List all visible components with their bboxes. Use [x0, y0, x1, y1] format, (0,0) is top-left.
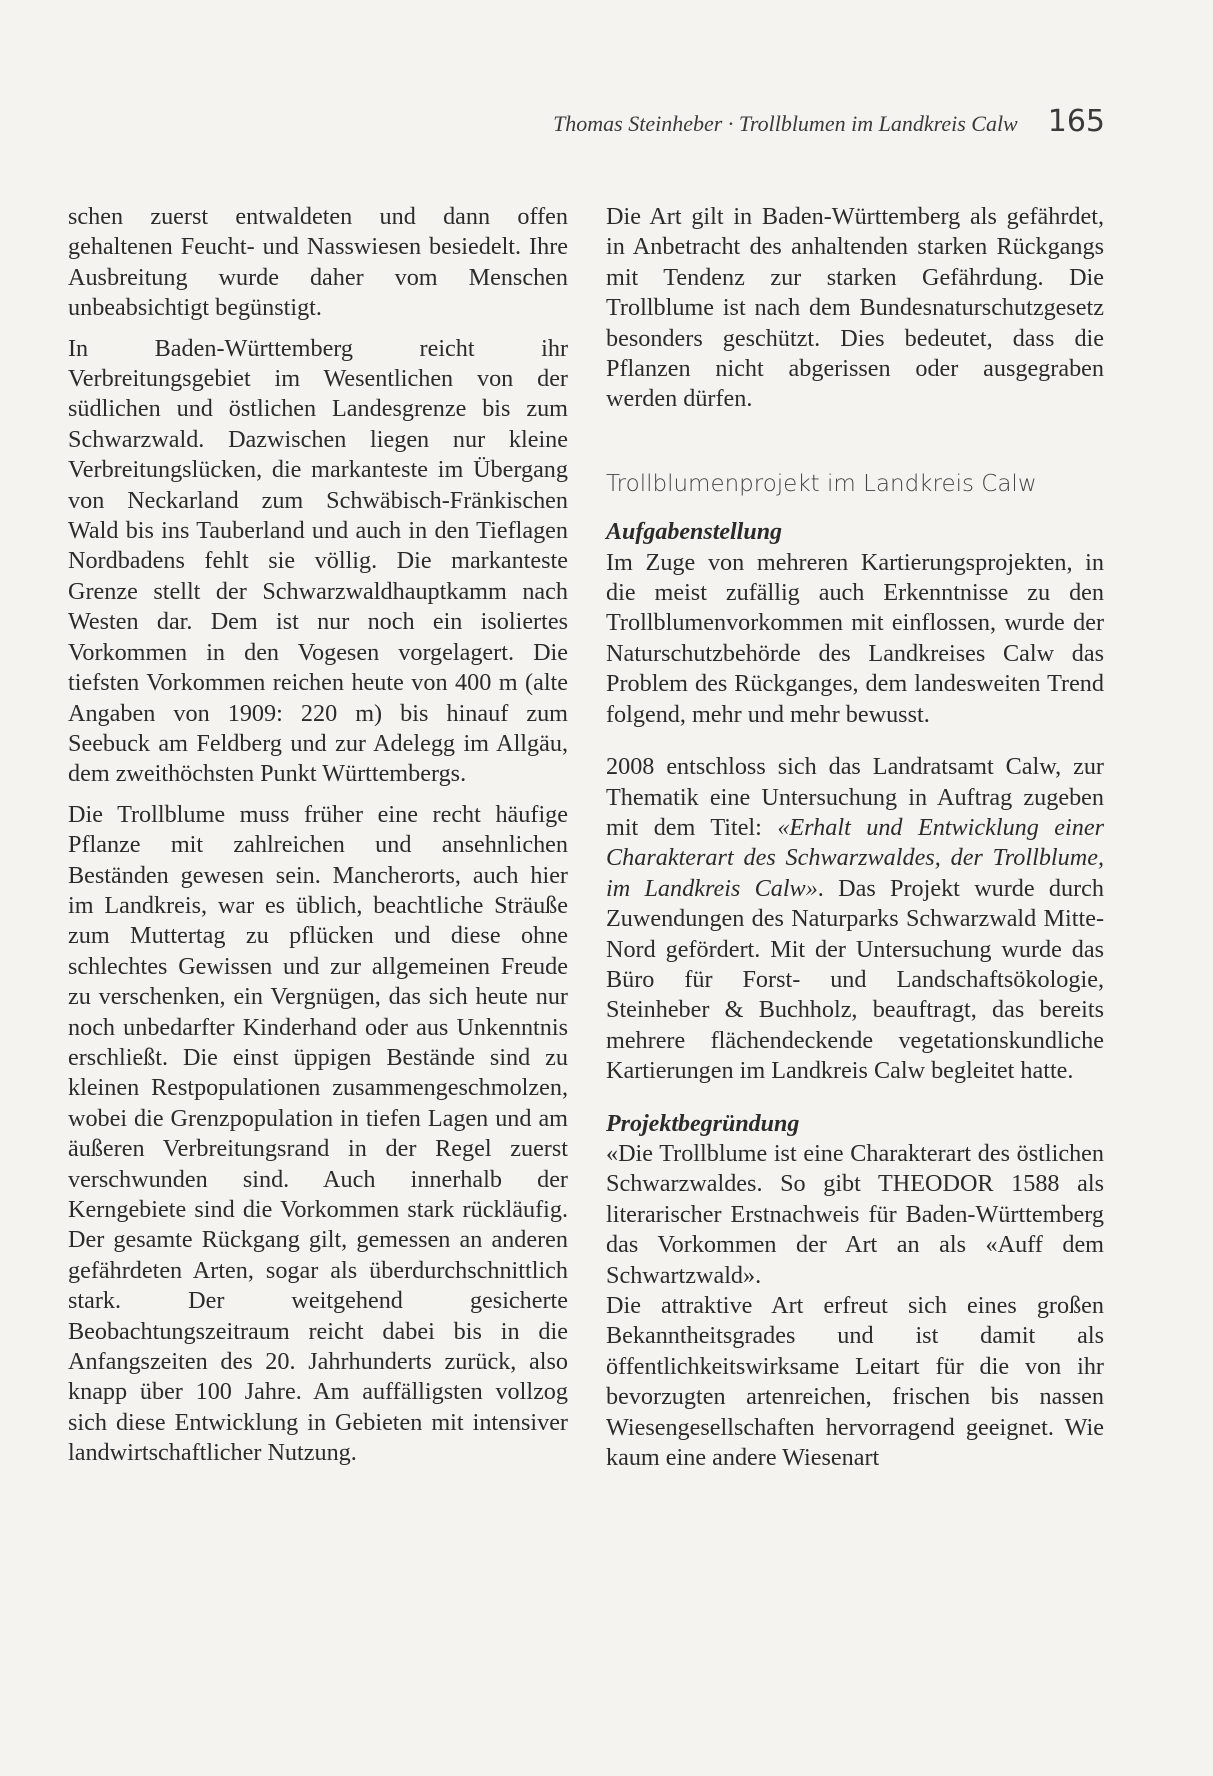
- project-title: «Erhalt und Entwicklung einer Charakterart des Schwarzwaldes, der Trollblume, im Landkreis Calw»: [606, 813, 1104, 902]
- paragraph: Die Trollblume muss früher eine recht häufige Pflanze mit zahlreichen und ansehnlichen Beständen gewesen sein. Mancherorts, auch hier im Landkreis, war es üblich, beachtliche Sträuße zum Muttertag zu pflücken und diese ohne schlechtes Gewissen und zur allgemeinen Freude zu verschenken, ein Vergnügen, das sich heute nur noch unbedarfter Kinderhand oder aus Unkenntnis erschließt. Die einst üppigen Bestände sind zu kleinen Restpopulationen zusammengeschmolzen, wobei die Grenzpopulation in tiefen Lagen und am äußeren Verbreitungsrand in der Regel zuerst verschwunden sind. Auch innerhalb der Kerngebiete sind die Vorkommen stark rückläufig. Der gesamte Rückgang gilt, gemessen an anderen gefährdeten Arten, sogar als überdurchschnittlich stark. Der weitgehend gesicherte Beobachtungszeitraum reicht dabei bis in die Anfangszeiten des 20. Jahrhunderts zurück, also knapp über 100 Jahre. Am auffälligsten vollzog sich diese Entwicklung in Gebieten mit intensiver landwirtschaftlicher Nutzung.: [68, 800, 568, 1467]
- running-title: Thomas Steinheber · Trollblumen im Landkreis Calw: [553, 111, 1018, 136]
- subheading-projektbegruendung: Projektbegründung: [606, 1110, 800, 1137]
- left-column: [68, 202, 568, 1469]
- section-heading: Trollblumenprojekt im Landkreis Calw: [606, 470, 1037, 497]
- subheading-aufgabenstellung: Aufgabenstellung: [606, 519, 783, 546]
- right-column: [606, 202, 1104, 1473]
- paragraph-text: 2008 entschloss sich das Landratsamt Calw, zur Thematik eine Untersuchung in Auftrag zugeben mit dem Titel:: [606, 753, 1104, 841]
- paragraph: Die attraktive Art erfreut sich eines großen Bekanntheitsgrades und ist damit als öffentlichkeitswirksame Leitart für die von ihr bevorzugten artenreichen, frischen bis nassen Wiesengesellschaften hervorragend geeignet. Wie kaum eine andere Wiesenart: [606, 1292, 1104, 1472]
- running-head: [553, 104, 1105, 139]
- paragraph: Die Art gilt in Baden-Württemberg als gefährdet, in Anbetracht des anhaltenden starken Rückgangs mit Tendenz zur starken Gefährdung. Die Trollblume ist nach dem Bundesnaturschutzgesetz besonders geschützt. Dies bedeutet, dass die Pflanzen nicht abgerissen oder ausgegraben werden dürfen.: [606, 203, 1104, 413]
- paragraph: [606, 752, 1104, 1086]
- paragraph: schen zuerst entwaldeten und dann offen gehaltenen Feucht- und Nasswiesen besiedelt. Ihre Ausbreitung wurde daher vom Menschen unbeabsichtigt begünstigt.: [68, 203, 568, 322]
- page-number: 165: [1047, 104, 1105, 139]
- paragraph: Im Zuge von mehreren Kartierungsprojekten, in die meist zufällig auch Erkenntnisse zu den Trollblumenvorkommen mit einflossen, wurde der Naturschutzbehörde des Landkreises Calw das Problem des Rückganges, dem landesweiten Trend folgend, mehr und mehr bewusst.: [606, 548, 1104, 728]
- paragraph: In Baden-Württemberg reicht ihr Verbreitungsgebiet im Wesentlichen von der südlichen und östlichen Landesgrenze bis zum Schwarzwald. Dazwischen liegen nur kleine Verbreitungslücken, die markanteste im Übergang von Neckarland zum Schwäbisch-Fränkischen Wald bis ins Tauberland und auch in den Tieflagen Nordbadens fehlt sie völlig. Die markanteste Grenze stellt der Schwarzwaldhauptkamm nach Westen dar. Dem ist nur noch ein isoliertes Vorkommen in den Vogesen vorgelagert. Die tiefsten Vorkommen reichen heute von 400 m (alte Angaben von 1909: 220 m) bis hinauf zum Seebuck am Feldberg und zur Adelegg im Allgäu, dem zweithöchsten Punkt Württembergs.: [68, 334, 568, 788]
- paragraph-text: . Das Projekt wurde durch Zuwendungen des Naturparks Schwarzwald Mitte-Nord gefördert. Mit der Untersuchung wurde das Büro für Forst- und Landschaftsökologie, Steinheber & Buchholz, beauftragt, das bereits mehrere flächendeckende vegetationskundliche Kartierungen im Landkreis Calw begleitet hatte.: [606, 874, 1104, 1085]
- paragraph: «Die Trollblume ist eine Charakterart des östlichen Schwarzwaldes. So gibt THEODOR 1588 als literarischer Erstnachweis für Baden-Württemberg das Vorkommen der Art an als «Auff dem Schwartzwald».: [606, 1139, 1104, 1289]
